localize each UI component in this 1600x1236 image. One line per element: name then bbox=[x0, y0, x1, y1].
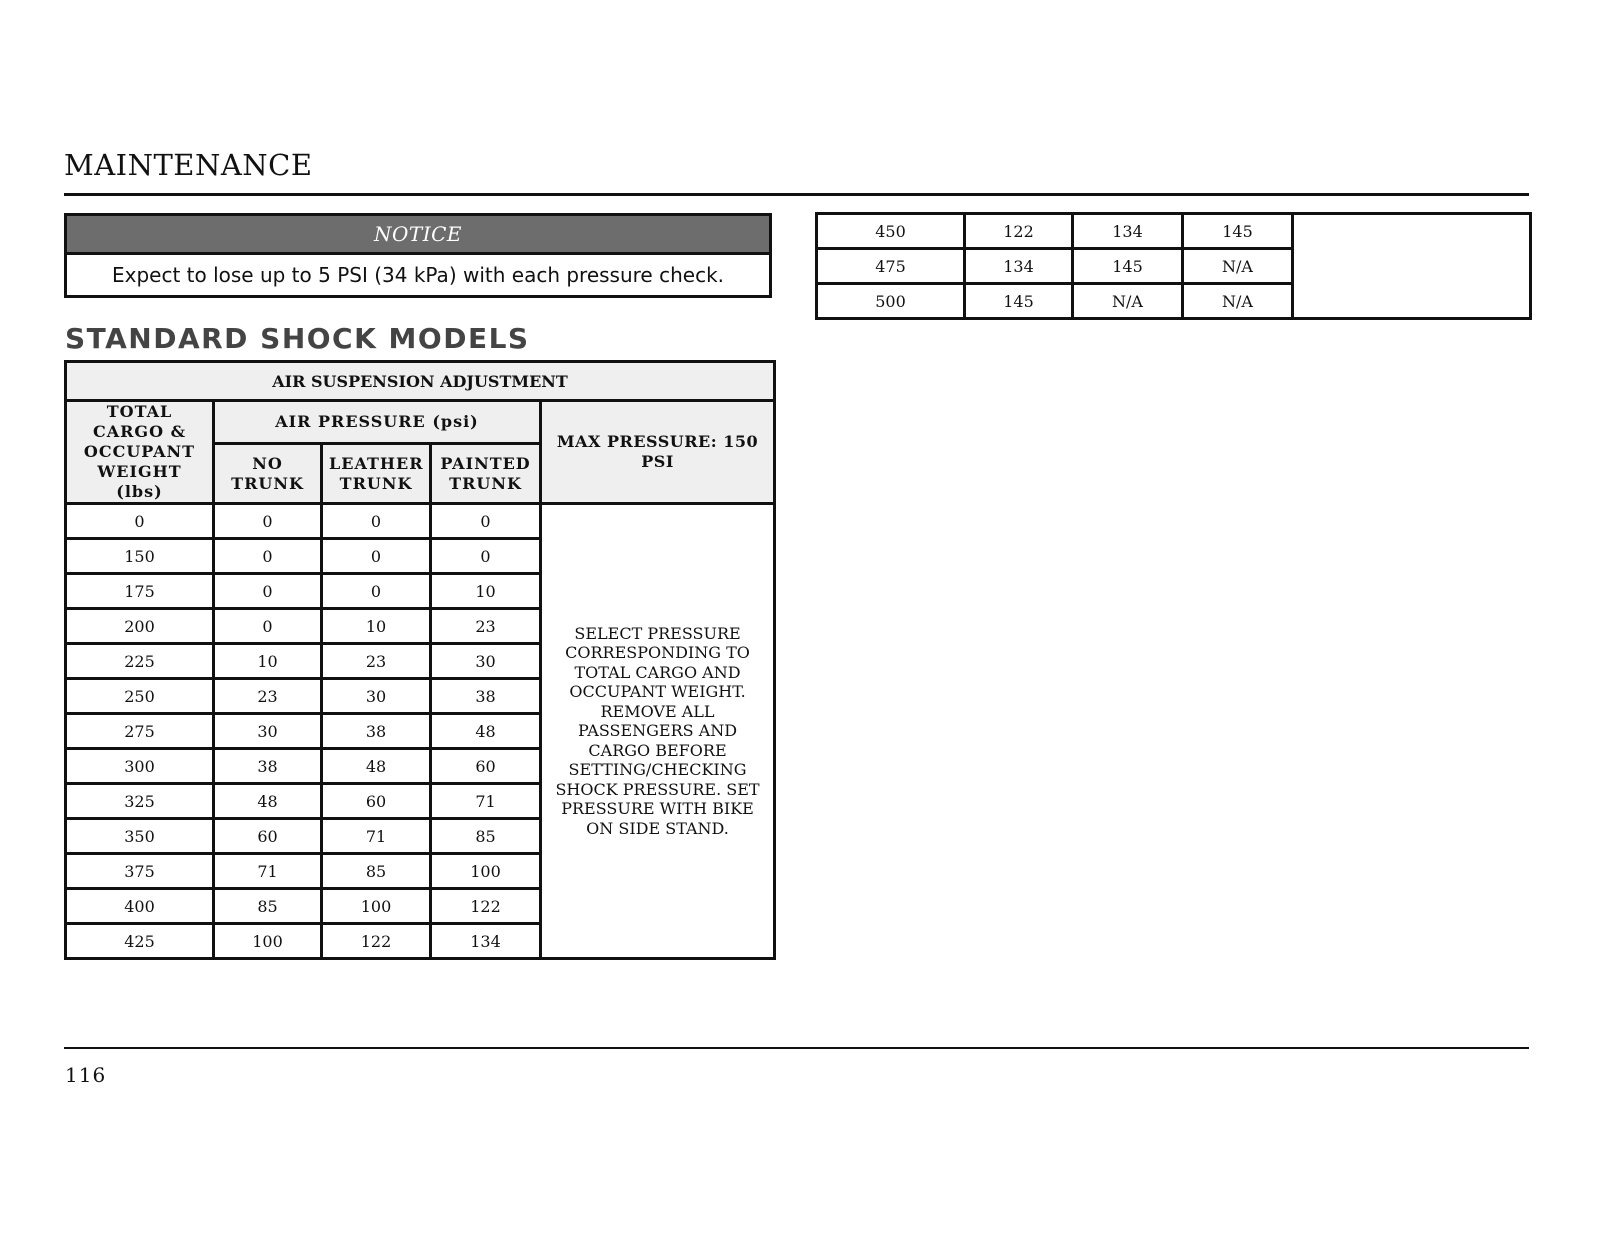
table-cell: 48 bbox=[214, 784, 322, 819]
footer-rule bbox=[64, 1047, 1529, 1049]
col-header-no-trunk: NO TRUNK bbox=[214, 444, 322, 504]
table-cell: 38 bbox=[322, 714, 431, 749]
air-suspension-table bbox=[64, 360, 776, 960]
table-cell: 100 bbox=[214, 924, 322, 959]
table-cell: 450 bbox=[817, 214, 965, 249]
col-header-max-pressure: MAX PRESSURE: 150 PSI bbox=[541, 401, 775, 504]
table-cell: 100 bbox=[322, 889, 431, 924]
table-cell: 10 bbox=[431, 574, 541, 609]
table-cell: 71 bbox=[214, 854, 322, 889]
notice-text: Expect to lose up to 5 PSI (34 kPa) with each pressure check. bbox=[111, 263, 725, 287]
table-cell: 122 bbox=[322, 924, 431, 959]
table-cell: N/A bbox=[1073, 284, 1183, 319]
table-cell: N/A bbox=[1183, 249, 1293, 284]
table-cell: 134 bbox=[431, 924, 541, 959]
table-cell: 0 bbox=[214, 609, 322, 644]
empty-cell bbox=[1293, 214, 1531, 319]
table-cell: 30 bbox=[214, 714, 322, 749]
section-title: MAINTENANCE bbox=[64, 148, 313, 182]
table-note: SELECT PRESSURE CORRESPONDING TO TOTAL CARGO AND OCCUPANT WEIGHT. REMOVE ALL PASSENGERS AND CARGO BEFORE SETTING/CHECKING SHOCK PRESSURE. SET PRESSURE WITH BIKE ON SIDE STAND. bbox=[541, 504, 775, 959]
table-cell: 10 bbox=[214, 644, 322, 679]
table-cell: 0 bbox=[214, 539, 322, 574]
col-header-weight: TOTAL CARGO & OCCUPANT WEIGHT (lbs) bbox=[66, 401, 214, 504]
table-cell: 0 bbox=[322, 539, 431, 574]
table-cell: 145 bbox=[1183, 214, 1293, 249]
table-cell: 30 bbox=[431, 644, 541, 679]
table-cell: 0 bbox=[431, 504, 541, 539]
notice-title: NOTICE bbox=[67, 216, 769, 255]
table-cell: 500 bbox=[817, 284, 965, 319]
table-cell: 200 bbox=[66, 609, 214, 644]
col-header-air-pressure: AIR PRESSURE (psi) bbox=[214, 401, 541, 444]
table-cell: 60 bbox=[431, 749, 541, 784]
table-body bbox=[66, 504, 775, 959]
table-cell: 475 bbox=[817, 249, 965, 284]
table-cell: 23 bbox=[322, 644, 431, 679]
table-cell: 23 bbox=[431, 609, 541, 644]
page-number: 116 bbox=[65, 1063, 107, 1087]
table-cell: 134 bbox=[965, 249, 1073, 284]
table-cell: 71 bbox=[431, 784, 541, 819]
table-cell: 38 bbox=[431, 679, 541, 714]
table-cell: 48 bbox=[431, 714, 541, 749]
col-header-leather-trunk: LEATHER TRUNK bbox=[322, 444, 431, 504]
header-rule bbox=[64, 193, 1529, 196]
table-cell: 71 bbox=[322, 819, 431, 854]
table-cell: 0 bbox=[322, 574, 431, 609]
table-row bbox=[817, 214, 1531, 249]
table-caption: AIR SUSPENSION ADJUSTMENT bbox=[66, 362, 775, 401]
table-cell: 100 bbox=[431, 854, 541, 889]
table-cell: 0 bbox=[66, 504, 214, 539]
table-body-continued bbox=[817, 214, 1531, 319]
table-cell: 60 bbox=[322, 784, 431, 819]
table-cell: 60 bbox=[214, 819, 322, 854]
table-cell: 150 bbox=[66, 539, 214, 574]
table-cell: 275 bbox=[66, 714, 214, 749]
table-cell: 0 bbox=[431, 539, 541, 574]
col-header-painted-trunk: PAINTED TRUNK bbox=[431, 444, 541, 504]
table-cell: 325 bbox=[66, 784, 214, 819]
table-cell: 250 bbox=[66, 679, 214, 714]
table-row bbox=[66, 504, 775, 539]
notice-box bbox=[64, 213, 772, 298]
table-cell: 0 bbox=[214, 504, 322, 539]
table-cell: 425 bbox=[66, 924, 214, 959]
table-cell: 122 bbox=[431, 889, 541, 924]
table-cell: 10 bbox=[322, 609, 431, 644]
table-cell: 350 bbox=[66, 819, 214, 854]
table-cell: 225 bbox=[66, 644, 214, 679]
air-suspension-table-continued bbox=[815, 212, 1532, 320]
table-cell: 0 bbox=[322, 504, 431, 539]
subsection-heading: STANDARD SHOCK MODELS bbox=[65, 322, 530, 355]
table-cell: 48 bbox=[322, 749, 431, 784]
table-cell: 134 bbox=[1073, 214, 1183, 249]
table-cell: 175 bbox=[66, 574, 214, 609]
table-cell: 85 bbox=[214, 889, 322, 924]
table-cell: 0 bbox=[214, 574, 322, 609]
table-cell: 145 bbox=[1073, 249, 1183, 284]
table-cell: 23 bbox=[214, 679, 322, 714]
table-cell: 145 bbox=[965, 284, 1073, 319]
table-cell: 122 bbox=[965, 214, 1073, 249]
table-cell: 300 bbox=[66, 749, 214, 784]
table-cell: 38 bbox=[214, 749, 322, 784]
table-cell: 30 bbox=[322, 679, 431, 714]
table-cell: 375 bbox=[66, 854, 214, 889]
table-cell: N/A bbox=[1183, 284, 1293, 319]
table-cell: 400 bbox=[66, 889, 214, 924]
table-cell: 85 bbox=[431, 819, 541, 854]
table-cell: 85 bbox=[322, 854, 431, 889]
